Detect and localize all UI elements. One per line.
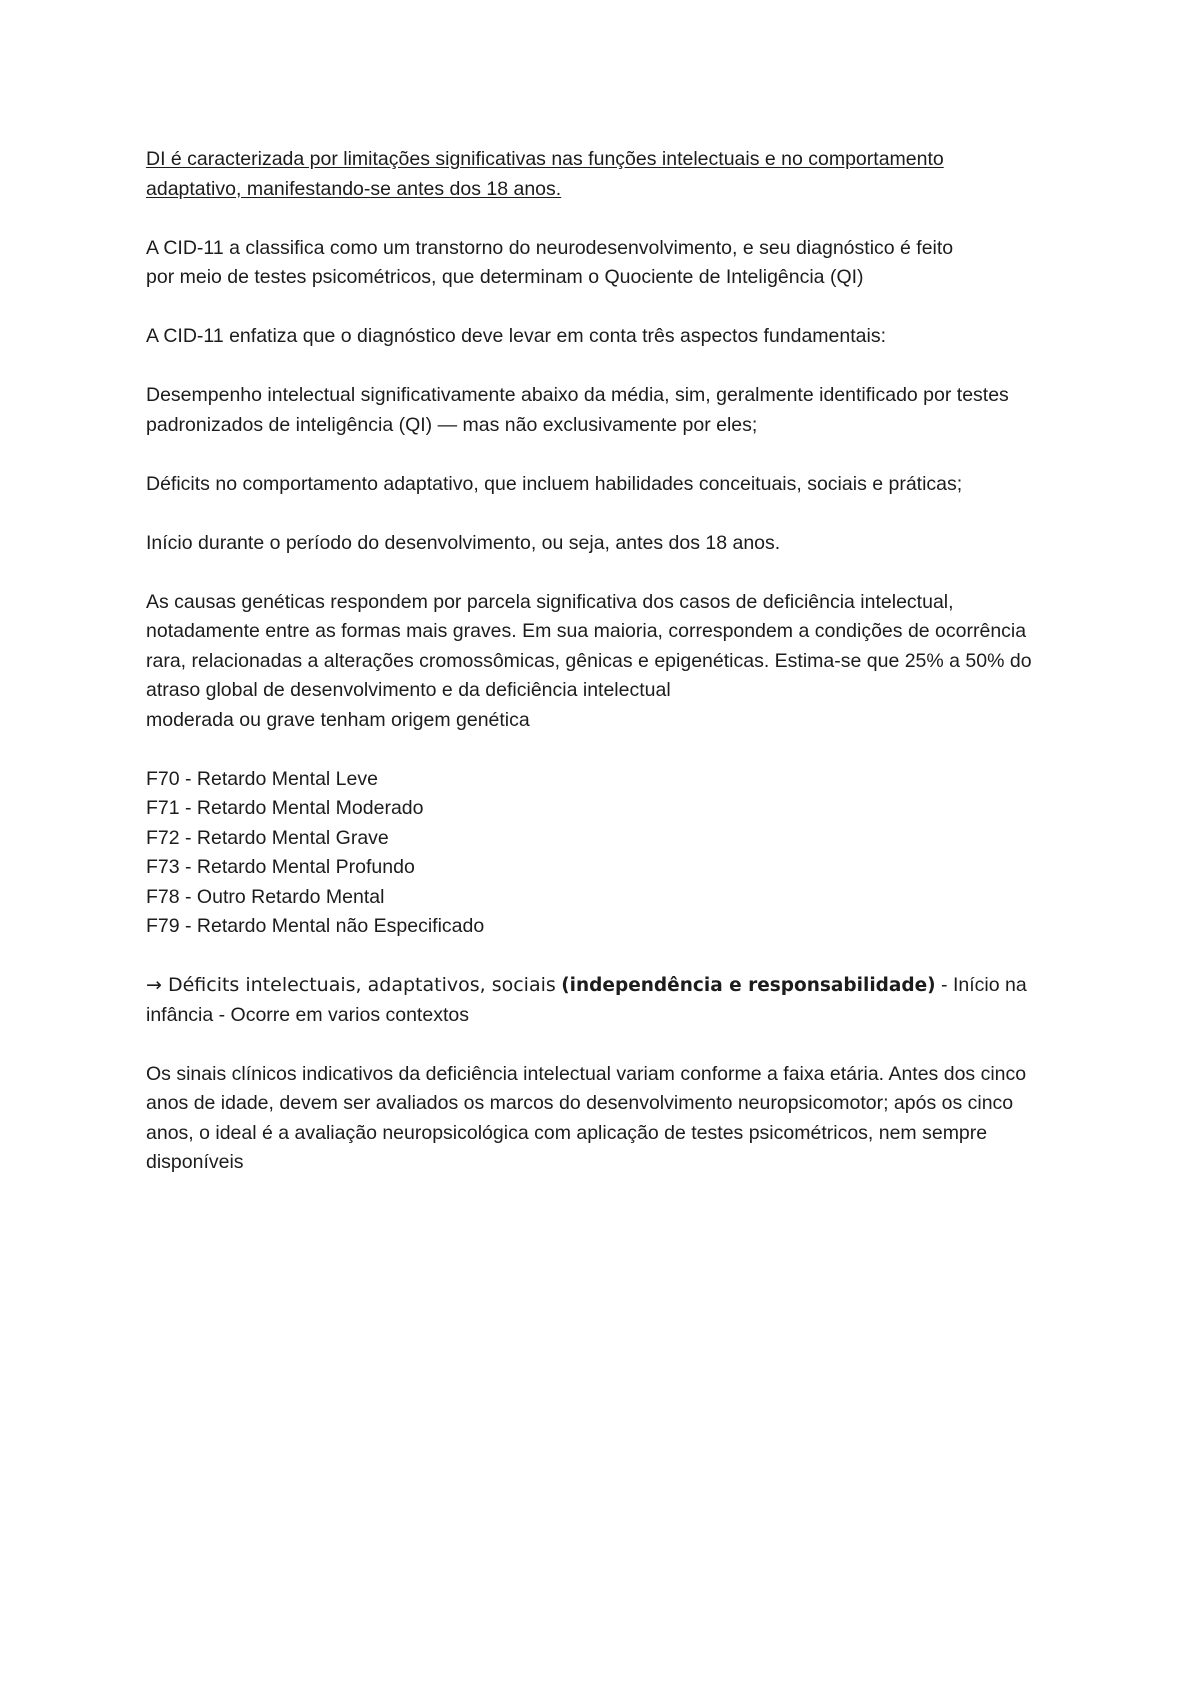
code-f78: F78 - Outro Retardo Mental (146, 885, 385, 908)
document-page (146, 145, 1066, 1207)
intro-paragraph (146, 145, 1066, 204)
genetics-paragraph: As causas genéticas respondem por parcela significativa dos casos de deficiência intelectual, notadamente entre as formas mais graves. Em sua maioria, correspondem a condições de ocorrência rara, relacionadas a alterações cromossômicas, gênicas e epigenéticas. Estima-se que 25% a 50% do atraso global de desenvolvimento e da deficiência intelectual (146, 590, 1032, 701)
code-f79: F79 - Retardo Mental não Especificado (146, 915, 485, 937)
genetics-continuation: moderada ou grave tenham origem genética (146, 708, 530, 731)
summary-bold-text: (independência e responsabilidade) (561, 975, 936, 996)
icd-code-list (146, 765, 1066, 942)
code-f71: F71 - Retardo Mental Moderado (146, 797, 424, 819)
aspect-intellectual: Desempenho intelectual significativamente abaixo da média, sim, geralmente identificado por testes padronizados de inteligência (QI) — mas não exclusivamente por eles; (146, 384, 1009, 436)
aspect-adaptive: Déficits no comportamento adaptativo, que incluem habilidades conceituais, sociais e práticas; (146, 472, 963, 495)
aspect-onset: Início durante o período do desenvolvimento, ou seja, antes dos 18 anos. (146, 531, 781, 554)
code-f72: F72 - Retardo Mental Grave (146, 826, 389, 849)
code-f73: F73 - Retardo Mental Profundo (146, 856, 415, 878)
summary-paragraph (146, 971, 1046, 1030)
summary-rest-text: - Início na infância - Ocorre em varios contextos (146, 974, 1027, 1026)
code-f70: F70 - Retardo Mental Leve (146, 767, 378, 790)
cid-emphasis-paragraph: A CID-11 enfatiza que o diagnóstico deve levar em conta três aspectos fundamentais: (146, 325, 886, 347)
summary-arrow-text: → Déficits intelectuais, adaptativos, sociais (146, 974, 556, 996)
intro-line-1: DI é caracterizada por limitações significativas nas funções intelectuais e no comportamento (146, 148, 944, 170)
intro-line-2: adaptativo, manifestando-se antes dos 18 anos. (146, 177, 562, 200)
clinical-signs-paragraph: Os sinais clínicos indicativos da deficiência intelectual variam conforme a faixa etária. Antes dos cinco anos de idade, devem ser avaliados os marcos do desenvolvimento neuropsicomotor; após os cinco anos, o ideal é a avaliação neuropsicológica com aplicação de testes psicométricos, nem sempre disponíveis (146, 1062, 1027, 1173)
cid-classification-paragraph: A CID-11 a classifica como um transtorno do neurodesenvolvimento, e seu diagnóstico é feito por meio de testes psicométricos, que determinam o Quociente de Inteligência (QI) (146, 236, 954, 288)
